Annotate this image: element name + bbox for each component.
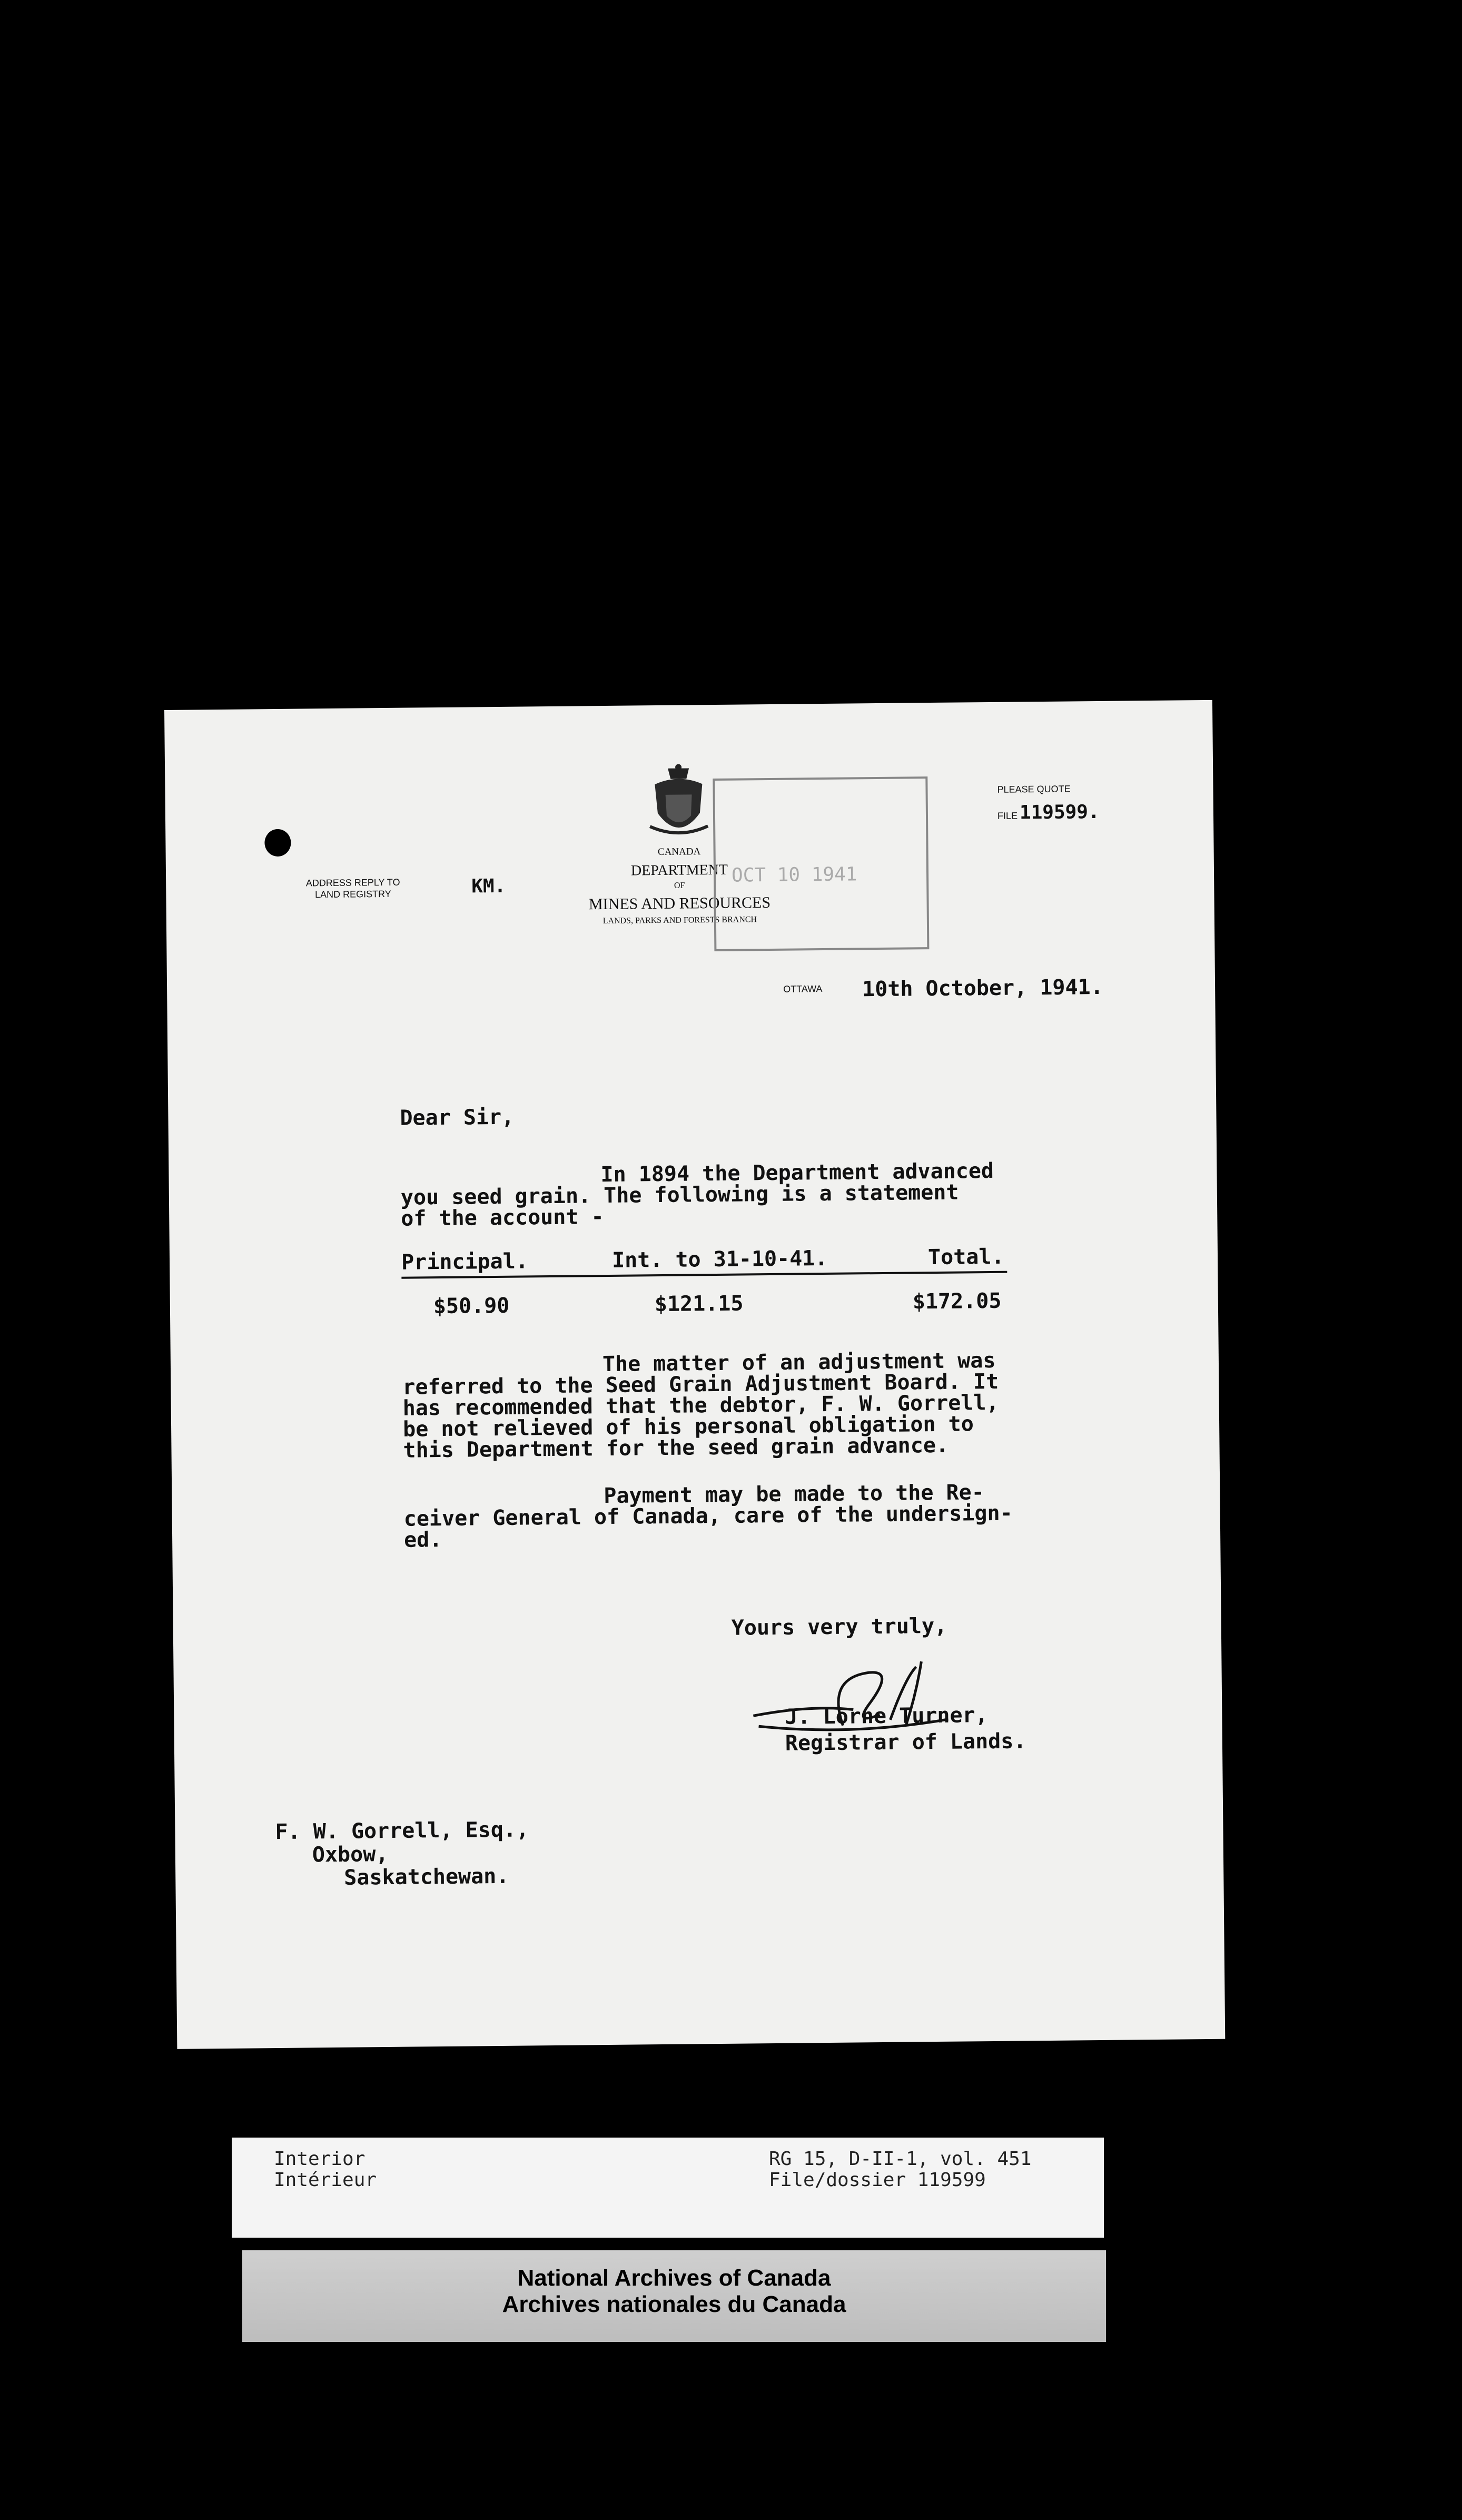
paragraph-1 xyxy=(400,1160,994,1229)
archive-left-1: Interior xyxy=(274,2148,366,2170)
paragraph-1-line: In 1894 the Department advanced xyxy=(600,1158,994,1187)
archive-left-2: Intérieur xyxy=(274,2169,377,2191)
closing: Yours very truly, xyxy=(731,1613,947,1640)
letterhead-branch: LANDS, PARKS AND FORESTS BRANCH xyxy=(602,915,757,926)
value-total: $172.05 xyxy=(912,1288,1002,1314)
header-principal: Principal. xyxy=(401,1249,529,1275)
letterhead-of: OF xyxy=(674,881,685,890)
paragraph-3 xyxy=(403,1482,1013,1551)
signer-name: J. Lorne Turner, xyxy=(785,1703,988,1729)
initials: KM. xyxy=(471,875,506,898)
paragraph-2-line: be not relieved of his personal obligation to xyxy=(402,1412,974,1442)
archive-right-2: File/dossier 119599 xyxy=(769,2169,986,2191)
account-table-header xyxy=(401,1245,1007,1279)
value-principal: $50.90 xyxy=(433,1293,510,1319)
recipient-address xyxy=(275,1818,529,1890)
paragraph-2-line: The matter of an adjustment was xyxy=(602,1348,996,1377)
please-quote-label: PLEASE QUOTE xyxy=(997,783,1071,795)
account-table-values xyxy=(402,1289,1008,1326)
paragraph-2 xyxy=(402,1350,1000,1461)
header-interest: Int. to 31-10-41. xyxy=(611,1246,828,1273)
account-table xyxy=(401,1245,1007,1326)
archive-right-1: RG 15, D-II-1, vol. 451 xyxy=(769,2148,1032,2170)
paragraph-1-line: you seed grain. The following is a statement xyxy=(400,1180,959,1210)
file-reference xyxy=(997,801,1100,824)
paragraph-1-line: of the account - xyxy=(401,1205,604,1231)
recipient-town: Oxbow, xyxy=(312,1842,389,1867)
value-interest: $121.15 xyxy=(654,1291,744,1317)
paragraph-3-line: Payment may be made to the Re- xyxy=(604,1480,985,1509)
signer-title: Registrar of Lands. xyxy=(785,1729,1026,1756)
paragraph-3-line: ceiver General of Canada, care of the undersign- xyxy=(403,1501,1013,1531)
header-total: Total. xyxy=(927,1244,1004,1270)
letterhead-country: CANADA xyxy=(657,846,701,858)
archive-name-en: National Archives of Canada xyxy=(517,2265,831,2291)
salutation: Dear Sir, xyxy=(400,1105,515,1130)
paragraph-2-line: has recommended that the debtor, F. W. Gorrell, xyxy=(402,1390,999,1421)
recipient-province: Saskatchewan. xyxy=(344,1864,509,1890)
received-stamp xyxy=(713,776,929,951)
letter-date: 10th October, 1941. xyxy=(862,974,1103,1002)
archive-name-fr: Archives nationales du Canada xyxy=(502,2291,846,2317)
coat-of-arms-icon xyxy=(644,763,713,842)
file-number: 119599. xyxy=(1019,801,1100,824)
address-reply-line-2: LAND REGISTRY xyxy=(314,888,391,900)
archive-name-label xyxy=(242,2250,1106,2342)
letterhead-department: DEPARTMENT xyxy=(630,861,728,879)
archive-reference-label xyxy=(232,2138,1104,2238)
letterhead-ministry: MINES AND RESOURCES xyxy=(588,893,771,913)
file-label: FILE xyxy=(997,810,1018,821)
paragraph-3-line: ed. xyxy=(403,1528,442,1552)
recipient-name: F. W. Gorrell, Esq., xyxy=(275,1817,529,1845)
address-reply-label xyxy=(295,877,411,901)
city-label: OTTAWA xyxy=(783,983,823,995)
address-reply-line-1: ADDRESS REPLY TO xyxy=(305,877,400,889)
paragraph-2-line: referred to the Seed Grain Adjustment Board. It xyxy=(402,1369,999,1400)
stamp-date: OCT 10 1941 xyxy=(731,863,857,887)
paragraph-2-line: this Department for the seed grain advance. xyxy=(403,1433,949,1463)
punch-hole xyxy=(264,829,291,857)
letter-page xyxy=(164,700,1225,2049)
